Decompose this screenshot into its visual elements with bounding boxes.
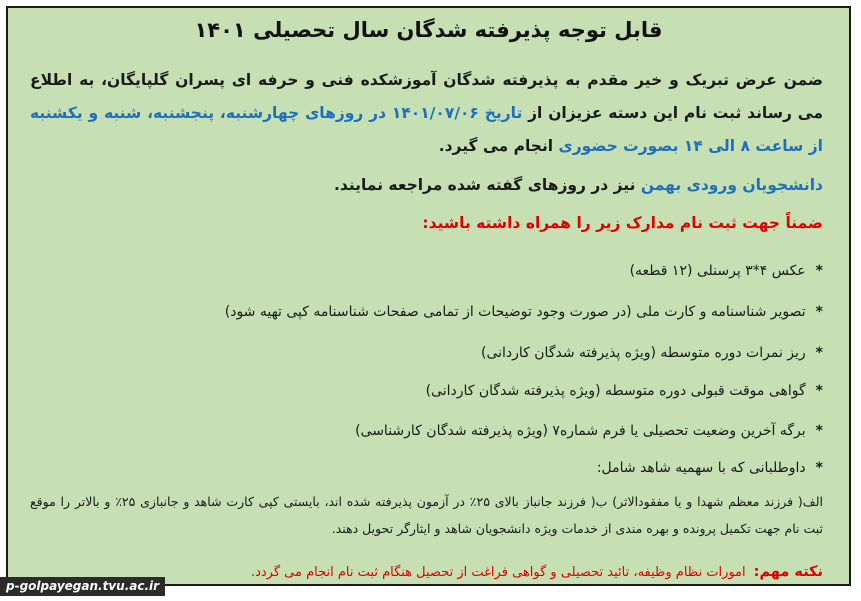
bahman-paragraph	[30, 169, 823, 202]
bullet-icon: *	[815, 383, 823, 399]
intro-paragraph	[30, 64, 823, 163]
bullet-icon: *	[815, 263, 823, 279]
quota-paragraph: الف( فرزند معظم شهدا و یا مفقودالاثر) ب( فرزند جانباز بالای ۲۵٪ در آزمون پذیرفته شده اند، بایستی کپی کارت شاهد و جانبازی ۲۵٪ و بالاتر را موقع ثبت نام جهت تکمیل پرونده و بهره مندی از خدمات ویژه دانشجویان شاهد و ایثارگر تحویل دهند.	[30, 494, 823, 536]
site-url-link[interactable]: p-golpayegan.tvu.ac.ir	[0, 577, 165, 596]
bullet-icon: *	[815, 423, 823, 439]
bullet-icon: *	[815, 304, 823, 320]
note-label: نکته مهم:	[753, 564, 823, 580]
notice-title: قابل توجه پذیرفته شدگان سال تحصیلی ۱۴۰۱	[194, 18, 663, 42]
docs-heading: ضمناً جهت ثبت نام مدارک زیر را همراه داشته باشید:	[422, 214, 823, 232]
important-note	[251, 564, 823, 580]
note-text: امورات نظام وظیفه، تائید تحصیلی و گواهی فراغت از تحصیل هنگام ثبت نام انجام می گردد.	[250, 565, 746, 580]
intro-date-text: تاریخ ۱۴۰۱/۰۷/۰۶ در روزهای چهارشنبه، پنجشنبه، شنبه و یکشنبه از ساعت ۸ الی ۱۴ بصورت حضوری	[30, 104, 823, 155]
doc-item-quota: *داوطلبانی که با سهمیه شاهد شامل:	[596, 460, 823, 476]
bullet-icon: *	[815, 345, 823, 361]
doc-item-photo: *عکس ۴*۳ پرسنلی (۱۲ قطعه)	[629, 263, 823, 279]
intro-text-3: انجام می گیرد.	[438, 137, 559, 155]
doc-item-academic-status: *برگه آخرین وضعیت تحصیلی یا فرم شماره۷ (ویژه پذیرفته شدگان کارشناسی)	[355, 423, 823, 439]
notice-box	[6, 6, 851, 586]
doc-item-transcript: *ریز نمرات دوره متوسطه (ویژه پذیرفته شدگان کاردانی)	[480, 345, 823, 361]
bullet-icon: *	[815, 460, 823, 476]
doc-item-diploma-certificate: *گواهی موقت قبولی دوره متوسطه (ویژه پذیرفته شدگان کاردانی)	[425, 383, 823, 399]
bahman-text: نیز در روزهای گفته شده مراجعه نمایند.	[334, 176, 641, 194]
doc-item-id-card: *تصویر شناسنامه و کارت ملی (در صورت وجود توضیحات از تمامی صفحات شناسنامه کپی تهیه شود)	[224, 304, 823, 320]
bahman-students: دانشجویان ورودی بهمن	[640, 176, 823, 194]
intro-text-1: ضمن عرض تبریک و خیر مقدم به پذیرفته شدگان آموزشکده فنی و حرفه ای پسران گلپایگان، به اطلاع می رساند ثبت نام این دسته عزیزان از	[30, 71, 823, 122]
